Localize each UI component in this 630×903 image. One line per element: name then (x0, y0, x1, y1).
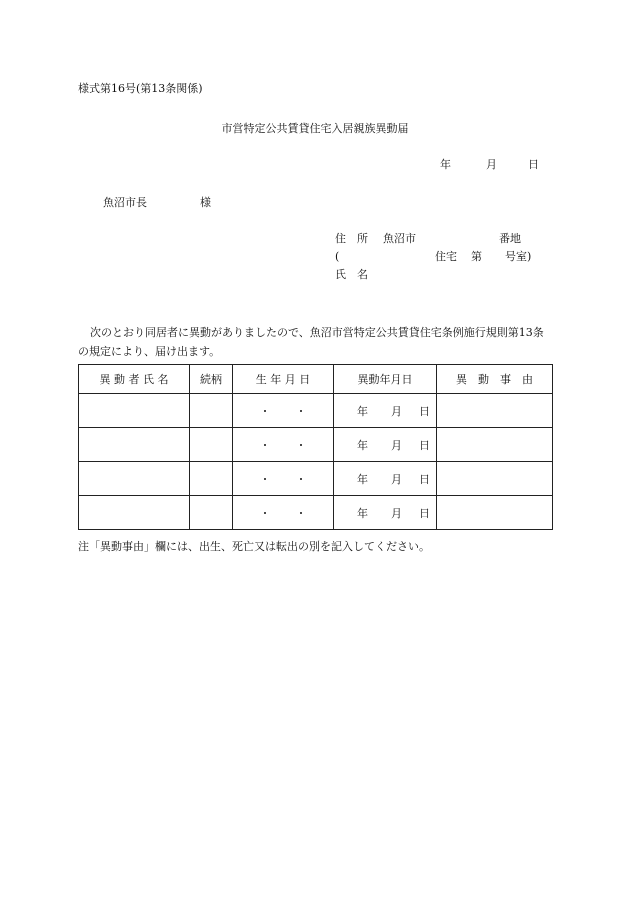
cell-reason[interactable] (437, 496, 553, 530)
address-banchi: 番地 (499, 232, 521, 245)
change-table (78, 364, 553, 530)
table-row (79, 496, 553, 530)
date-year: 年 (440, 158, 451, 171)
header-change-date: 異動年月日 (334, 365, 437, 394)
document-title: 市営特定公共賃貸住宅入居親族異動届 (221, 122, 409, 135)
cell-change-date[interactable]: 年 月 日 (334, 496, 437, 530)
cell-birthdate[interactable]: ・ ・ (233, 496, 334, 530)
header-name: 異 動 者 氏 名 (79, 365, 190, 394)
cell-name[interactable] (79, 496, 190, 530)
body-text: 次のとおり同居者に異動がありましたので、魚沼市営特定公共賃貸住宅条例施行規則第13条の規定により、届け出ます。 (78, 326, 544, 358)
cell-change-date[interactable]: 年 月 日 (334, 428, 437, 462)
name-label: 氏 名 (335, 268, 368, 281)
cell-name[interactable] (79, 394, 190, 428)
header-relation: 続柄 (190, 365, 233, 394)
table-row (79, 394, 553, 428)
cell-name[interactable] (79, 462, 190, 496)
cell-reason[interactable] (437, 428, 553, 462)
housing-label: 住宅 (435, 250, 457, 263)
cell-change-date[interactable]: 年 月 日 (334, 462, 437, 496)
room-label: 号室) (505, 250, 532, 263)
cell-relation[interactable] (190, 462, 233, 496)
addressee-name: 魚沼市長 (103, 196, 147, 209)
date-month: 月 (486, 158, 497, 171)
cell-birthdate[interactable]: ・ ・ (233, 428, 334, 462)
address-row (335, 230, 521, 248)
cell-relation[interactable] (190, 394, 233, 428)
address-city: 魚沼市 (383, 232, 416, 245)
date-day: 日 (528, 158, 539, 171)
date-line (440, 156, 539, 172)
cell-reason[interactable] (437, 462, 553, 496)
table-row (79, 428, 553, 462)
addressee-honorific: 様 (200, 196, 211, 209)
table-header-row (79, 365, 553, 394)
housing-row (335, 248, 532, 266)
form-number: 様式第16号(第13条関係) (78, 82, 203, 95)
name-row (335, 266, 416, 284)
header-birthdate: 生 年 月 日 (233, 365, 334, 394)
dai-label: 第 (471, 250, 482, 263)
cell-reason[interactable] (437, 394, 553, 428)
cell-relation[interactable] (190, 428, 233, 462)
paren-open: ( (335, 250, 340, 263)
footnote: 注「異動事由」欄には、出生、死亡又は転出の別を記入してください。 (78, 540, 430, 553)
addressee (103, 194, 211, 210)
cell-birthdate[interactable]: ・ ・ (233, 462, 334, 496)
table-row (79, 462, 553, 496)
header-reason: 異 動 事 由 (437, 365, 553, 394)
address-label: 住 所 (335, 232, 368, 245)
cell-change-date[interactable]: 年 月 日 (334, 394, 437, 428)
cell-birthdate[interactable]: ・ ・ (233, 394, 334, 428)
cell-relation[interactable] (190, 496, 233, 530)
cell-name[interactable] (79, 428, 190, 462)
applicant-address-block (335, 230, 532, 284)
